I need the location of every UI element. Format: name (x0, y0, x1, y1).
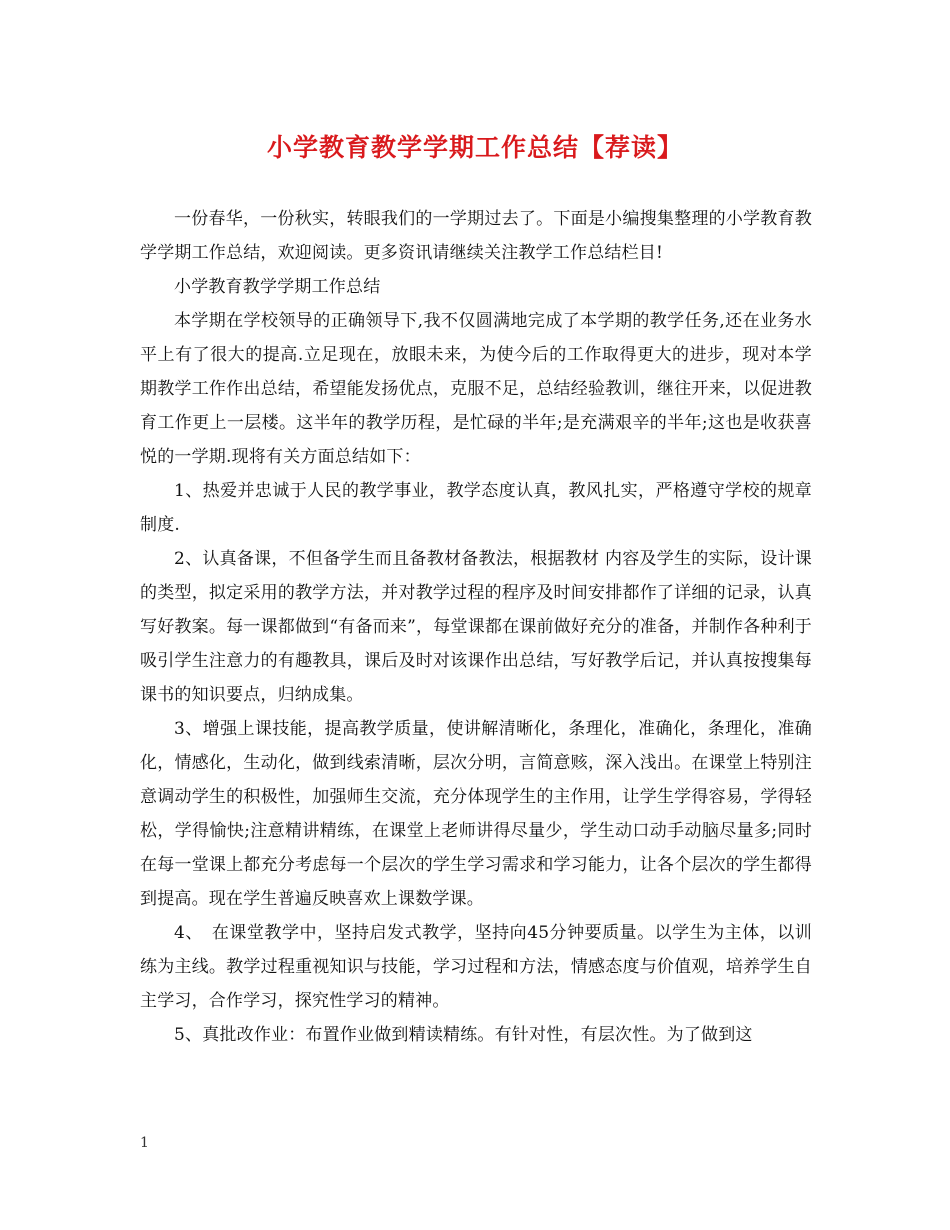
item-5-paragraph: 5、真批改作业：布置作业做到精读精练。有针对性，有层次性。为了做到这 (174, 1025, 753, 1045)
item-2-paragraph: 2、认真备课，不但备学生而且备教材备教法，根据教材 内容及学生的实际，设计课的类型，拟定采用的教学方法，并对教学过程的程序及时间安排都作了详细的记录，认真写好教案。每一课都做到“有备而来”，每堂课都在课前做好充分的准备，并制作各种利于吸引学生注意力的有趣教具，课后及时对该课作出总结，写好教学后记，并认真按搜集每课书的知识要点，归纳成集。 (140, 549, 812, 705)
section-heading: 小学教育教学学期工作总结 (174, 277, 381, 297)
item-3-paragraph: 3、增强上课技能，提高教学质量，使讲解清晰化，条理化，准确化，条理化，准确化，情感化，生动化，做到线索清晰，层次分明，言简意赅，深入浅出。在课堂上特别注意调动学生的积极性，加强师生交流，充分体现学生的主作用，让学生学得容易，学得轻松，学得愉快;注意精讲精练，在课堂上老师讲得尽量少，学生动口动手动脑尽量多;同时在每一堂课上都充分考虑每一个层次的学生学习需求和学习能力，让各个层次的学生都得到提高。现在学生普遍反映喜欢上课数学课。 (140, 719, 812, 909)
item-4-paragraph: 4、 在课堂教学中，坚持启发式教学，坚持向45分钟要质量。以学生为主体，以训练为主线。教学过程重视知识与技能，学习过程和方法，情感态度与价值观，培养学生自主学习，合作学习，探究性学习的精神。 (140, 923, 812, 1011)
page-number: 1 (140, 1135, 149, 1151)
item-1-paragraph: 1、热爱并忠诚于人民的教学事业，教学态度认真，教风扎实，严格遵守学校的规章制度. (140, 481, 812, 535)
summary-paragraph: 本学期在学校领导的正确领导下,我不仅圆满地完成了本学期的教学任务,还在业务水平上有了很大的提高.立足现在，放眼未来，为使今后的工作取得更大的进步，现对本学期教学工作作出总结，希望能发扬优点，克服不足，总结经验教训，继往开来，以促进教育工作更上一层楼。这半年的教学历程，是忙碌的半年;是充满艰辛的半年;这也是收获喜悦的一学期.现将有关方面总结如下： (140, 311, 812, 467)
intro-paragraph: 一份春华，一份秋实，转眼我们的一学期过去了。下面是小编搜集整理的小学教育教学学期工作总结，欢迎阅读。更多资讯请继续关注教学工作总结栏目! (140, 209, 812, 263)
document-body (140, 202, 812, 1052)
document-title: 小学教育教学学期工作总结【荐读】 (266, 133, 683, 162)
